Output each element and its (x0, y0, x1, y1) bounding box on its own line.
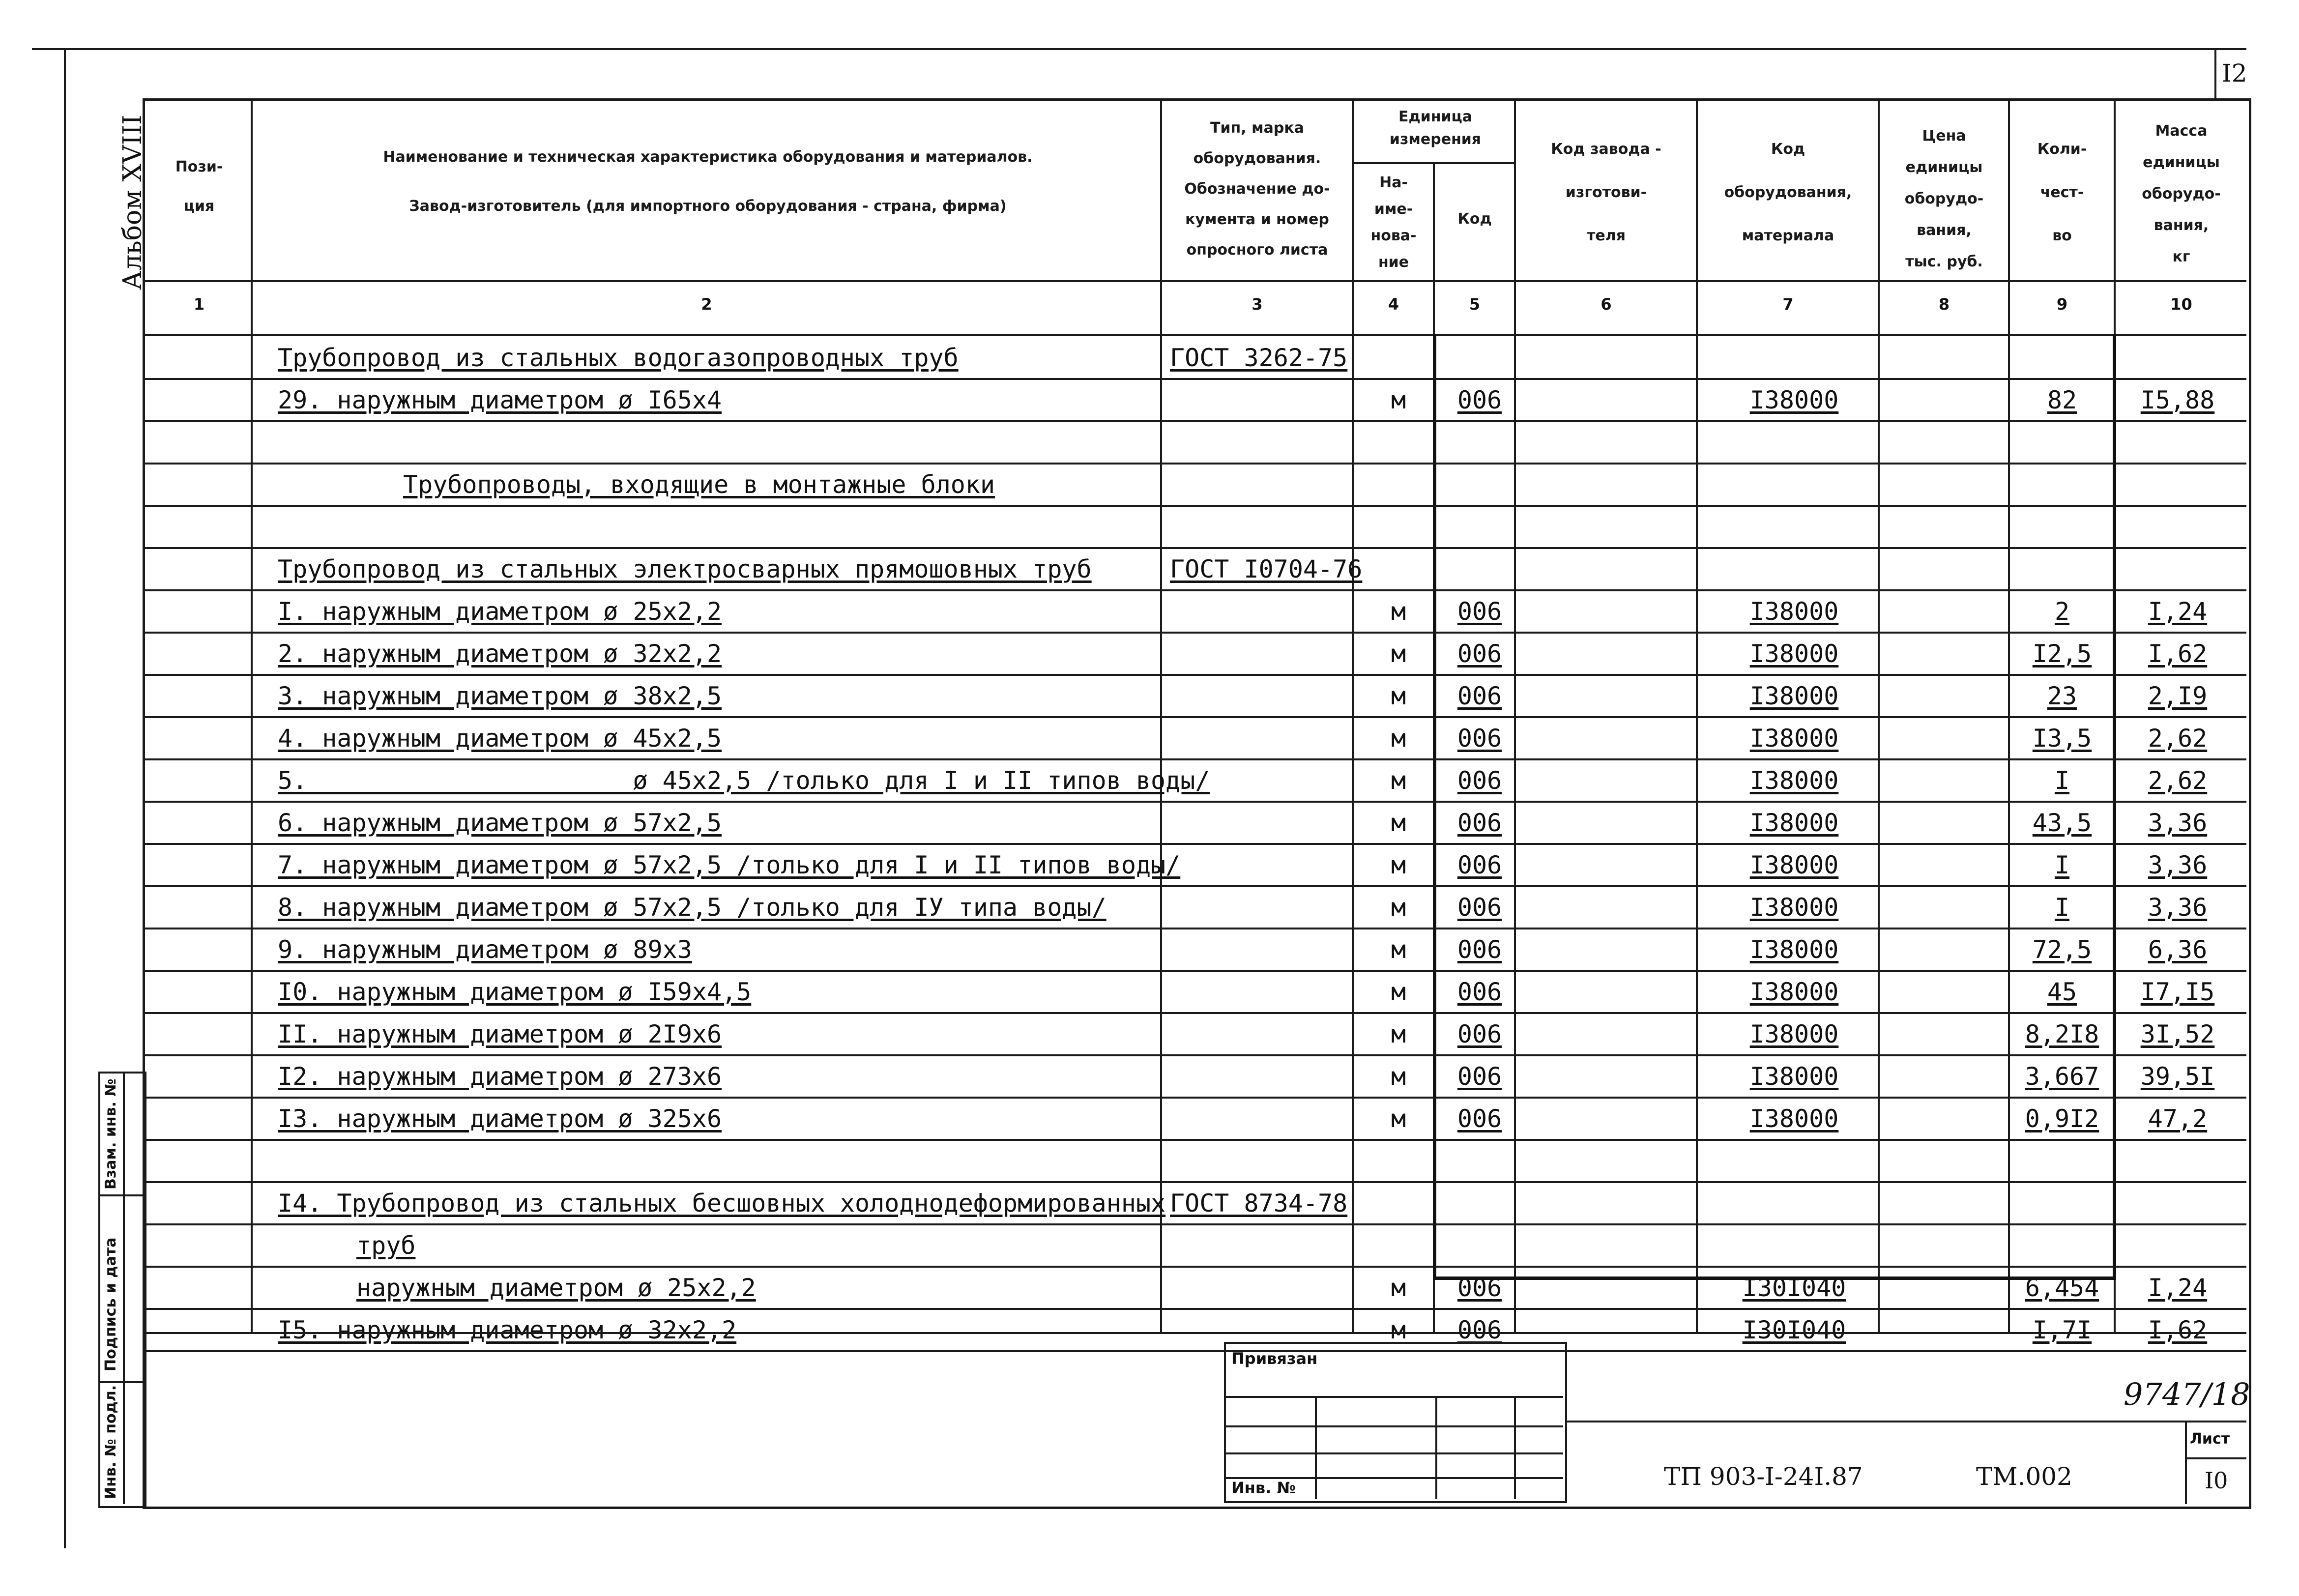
table-row (0, 633, 2299, 675)
table-row (0, 590, 2299, 633)
row-unit: м (1391, 639, 1406, 668)
row-mass: I,24 (2148, 1274, 2208, 1302)
row-code: 006 (1457, 597, 1502, 626)
hdr-factory-code-l3: теля (1587, 227, 1626, 244)
row-code: 006 (1457, 1274, 1502, 1302)
hdr-unit: Единица измерения (1389, 108, 1482, 148)
table-row (0, 886, 2299, 929)
col-number-2: 2 (701, 295, 712, 314)
row-unit: м (1391, 1020, 1406, 1048)
row-unit (1362, 337, 1435, 379)
row-unit (1362, 1140, 1435, 1182)
row-mass: 39,5I (2140, 1062, 2215, 1091)
hdr-material-code-l3: материала (1742, 227, 1834, 244)
row-material-code: I30I040 (1742, 1316, 1846, 1344)
hdr-quantity-l2: чест- (2040, 184, 2084, 201)
hdr-material-code-l1: Код (1771, 141, 1805, 158)
table-row (0, 759, 2299, 802)
hdr-quantity-l3: во (2052, 227, 2072, 244)
row-material-code (1706, 1140, 1883, 1182)
table-row (0, 1140, 2299, 1182)
table-row (0, 1013, 2299, 1055)
top-edge-line (32, 48, 2246, 50)
hdr-unit-name (1354, 170, 1433, 276)
table-row (0, 1182, 2299, 1224)
row-name: 4. наружным диаметром ø 45x2,5 (278, 724, 722, 753)
hdr-type (1163, 113, 1352, 265)
row-unit (1362, 548, 1435, 590)
row-name: Трубопровод из стальных водогазопроводных труб (278, 344, 959, 372)
row-material-code: I38000 (1749, 766, 1839, 795)
row-quantity: I (2054, 851, 2070, 879)
row-quantity: 0,9I2 (2025, 1104, 2099, 1133)
row-mass (2119, 1224, 2237, 1267)
row-doc: ГОСТ 3262-75 (1170, 344, 1348, 372)
row-quantity (2010, 421, 2114, 464)
row-name: 7. наружным диаметром ø 57x2,5 /только для I и II типов воды/ (278, 851, 1181, 879)
row-doc: ГОСТ 8734-78 (1170, 1189, 1348, 1218)
row-mass: I5,88 (2140, 386, 2215, 414)
row-name: I2. наружным диаметром ø 273x6 (278, 1062, 722, 1091)
hdr-type-l1: Тип, марка (1210, 119, 1304, 137)
corner-box-left (2214, 49, 2216, 98)
row-material-code: I38000 (1749, 809, 1839, 837)
row-mass: 47,2 (2148, 1104, 2208, 1133)
row-quantity: 43,5 (2032, 809, 2092, 837)
hdr-mass-l1: Масса (2155, 122, 2208, 140)
row-quantity: 45 (2047, 978, 2077, 1006)
hdr-name-l2: Завод-изготовитель (для импортного оборудования - страна, фирма) (409, 198, 1007, 215)
row-material-code: I38000 (1749, 682, 1839, 710)
hdr-price-l1: Цена (1922, 127, 1966, 145)
hdr-factory-code-l2: изготови- (1565, 184, 1647, 201)
row-code: 006 (1457, 766, 1502, 795)
side-inv-podl: Инв. № подл. (102, 1385, 119, 1499)
row-name: II. наружным диаметром ø 2I9x6 (278, 1020, 722, 1048)
sheet-cell-left (2185, 1421, 2187, 1504)
row-material-code (1706, 1182, 1883, 1224)
hdr-unit-name-l4: ние (1378, 254, 1409, 271)
privyazan-line-1 (1224, 1396, 1563, 1398)
row-material-code: I38000 (1749, 386, 1839, 414)
col-number-10: 10 (2170, 295, 2192, 314)
row-mass: 2,62 (2148, 724, 2208, 753)
row-code: 006 (1457, 386, 1502, 414)
row-unit (1362, 506, 1435, 548)
row-material-code: I38000 (1749, 893, 1839, 922)
row-unit: м (1391, 978, 1406, 1006)
row-material-code: I38000 (1749, 1020, 1839, 1048)
hdr-position (147, 147, 251, 226)
row-unit: м (1391, 851, 1406, 879)
table-row (0, 337, 2299, 379)
handwritten-number: 9747/18 (2124, 1376, 2250, 1412)
side-stamp-line-2 (98, 1381, 143, 1383)
row-material-code: I38000 (1749, 1062, 1839, 1091)
col-number-9: 9 (2056, 295, 2068, 314)
sheet-number: I0 (2205, 1467, 2228, 1494)
privyazan-vline-1 (1315, 1396, 1317, 1499)
sheet-label: Лист (2190, 1430, 2230, 1448)
table-row (0, 548, 2299, 590)
hdr-unit-code: Код (1457, 210, 1492, 228)
side-vzam-inv: Взам. инв. № (102, 1078, 119, 1190)
row-mass: 2,62 (2148, 766, 2208, 795)
col-number-7: 7 (1782, 295, 1794, 314)
row-mass: I,62 (2148, 639, 2208, 668)
hdr-quantity-l1: Коли- (2037, 141, 2087, 158)
row-mass: 3I,52 (2140, 1020, 2215, 1048)
row-code: 006 (1457, 1062, 1502, 1091)
row-code (1440, 548, 1519, 590)
row-mass: 6,36 (2148, 935, 2208, 964)
row-name: 5. ø 45x2,5 /только для I и II типов воды/ (278, 766, 1210, 795)
col-number-4: 4 (1388, 295, 1399, 314)
row-quantity: I2,5 (2032, 639, 2092, 668)
row-mass: 3,36 (2148, 851, 2208, 879)
hdr-mass-l2: единицы (2143, 154, 2220, 171)
privyazan-line-2 (1224, 1425, 1563, 1427)
row-code: 006 (1457, 1316, 1502, 1344)
row-mass (2119, 464, 2237, 506)
row-quantity (2010, 506, 2114, 548)
row-name: I5. наружным диаметром ø 32x2,2 (278, 1316, 737, 1344)
table-row (0, 506, 2299, 548)
row-quantity (2010, 464, 2114, 506)
row-mass (2119, 1182, 2237, 1224)
table-row (0, 421, 2299, 464)
privyazan-vline-2 (1435, 1396, 1437, 1499)
album-label: Альбом XVIII (118, 115, 147, 290)
row-mass: I7,I5 (2140, 978, 2215, 1006)
row-name: I3. наружным диаметром ø 325x6 (278, 1104, 722, 1133)
hdr-price-l3: оборудо- (1904, 190, 1984, 207)
row-quantity: 3,667 (2025, 1062, 2099, 1091)
row-material-code: I38000 (1749, 1104, 1839, 1133)
row-mass (2119, 1140, 2237, 1182)
row-name: Трубопроводы, входящие в монтажные блоки (403, 470, 995, 499)
table-row (0, 379, 2299, 421)
row-unit (1362, 421, 1435, 464)
row-quantity (2010, 1140, 2114, 1182)
row-doc: ГОСТ I0704-76 (1170, 555, 1363, 583)
hdr-unit-name-l3: нова- (1370, 227, 1417, 244)
hdr-position-l2: ция (183, 198, 215, 215)
row-name: 3. наружным диаметром ø 38x2,5 (278, 682, 722, 710)
row-mass: 3,36 (2148, 809, 2208, 837)
side-podpis: Подпись и дата (102, 1237, 119, 1371)
row-name: I. наружным диаметром ø 25x2,2 (278, 597, 722, 626)
row-quantity: I,7I (2032, 1316, 2092, 1344)
row-code: 006 (1457, 809, 1502, 837)
row-code: 006 (1457, 724, 1502, 753)
row-mass: 2,I9 (2148, 682, 2208, 710)
row-unit: м (1391, 766, 1406, 795)
row-name: I4. Трубопровод из стальных бесшовных холоднодеформированных (278, 1189, 1166, 1218)
row-name: 6. наружным диаметром ø 57x2,5 (278, 809, 722, 837)
row-material-code: I38000 (1749, 935, 1839, 964)
inv-no-label: Инв. № (1231, 1479, 1296, 1497)
row-material-code (1706, 421, 1883, 464)
row-unit: м (1391, 724, 1406, 753)
row-quantity: 6,454 (2025, 1274, 2099, 1302)
row-code (1440, 506, 1519, 548)
privyazan-line-3 (1224, 1452, 1563, 1454)
row-quantity: 72,5 (2032, 935, 2092, 964)
row-code (1440, 337, 1519, 379)
row-unit: м (1391, 1274, 1406, 1302)
row-code: 006 (1457, 639, 1502, 668)
hdr-factory-code-l1: Код завода - (1551, 141, 1661, 158)
table-row (0, 464, 2299, 506)
row-quantity: 23 (2047, 682, 2077, 710)
row-code: 006 (1457, 682, 1502, 710)
stamp-top-line (143, 1332, 2246, 1334)
hdr-type-l5: опросного листа (1186, 241, 1328, 259)
table-row (0, 1224, 2299, 1267)
row-quantity (2010, 548, 2114, 590)
col-number-5: 5 (1469, 295, 1481, 314)
row-quantity (2010, 337, 2114, 379)
table-row (0, 1098, 2299, 1140)
row-code: 006 (1457, 1104, 1502, 1133)
row-unit: м (1391, 1062, 1406, 1091)
hdr-mass-l5: кг (2172, 248, 2190, 265)
row-material-code (1706, 506, 1883, 548)
row-code (1440, 1182, 1519, 1224)
hdr-unit-name-l1: На- (1379, 174, 1408, 191)
hdr-material-code-l2: оборудования, (1724, 184, 1852, 201)
row-code: 006 (1457, 935, 1502, 964)
row-unit: м (1391, 682, 1406, 710)
hdr-unit-name-l2: име- (1374, 201, 1413, 218)
col-number-8: 8 (1938, 295, 1950, 314)
row-mass: I,24 (2148, 597, 2208, 626)
hdr-mass (2116, 116, 2246, 273)
row-unit: м (1391, 386, 1406, 414)
row-mass (2119, 421, 2237, 464)
row-quantity: 2 (2054, 597, 2070, 626)
row-code: 006 (1457, 893, 1502, 922)
row-unit: м (1391, 809, 1406, 837)
row-unit (1362, 1182, 1435, 1224)
row-name: I0. наружным диаметром ø I59x4,5 (278, 978, 752, 1006)
row-code (1440, 1140, 1519, 1182)
header-bottom-line (143, 280, 2246, 282)
row-unit: м (1391, 1104, 1406, 1133)
row-code: 006 (1457, 1020, 1502, 1048)
row-unit: м (1391, 893, 1406, 922)
row-mass (2119, 506, 2237, 548)
row-unit (1362, 464, 1435, 506)
row-quantity: 82 (2047, 386, 2077, 414)
row-material-code (1706, 1224, 1883, 1267)
row-code: 006 (1457, 851, 1502, 879)
hdr-material-code (1698, 128, 1878, 258)
hdr-type-l3: Обозначение до- (1184, 180, 1330, 198)
row-code: 006 (1457, 978, 1502, 1006)
row-mass (2119, 548, 2237, 590)
document-code: ТМ.002 (1976, 1462, 2072, 1491)
hdr-factory-code (1516, 128, 1696, 258)
row-quantity (2010, 1224, 2114, 1267)
number-row-bottom-line (143, 334, 2246, 336)
table-row (0, 971, 2299, 1013)
hdr-mass-l4: вания, (2153, 217, 2209, 234)
hdr-price-l4: вания, (1917, 222, 1972, 239)
row-mass: 3,36 (2148, 893, 2208, 922)
row-mass: I,62 (2148, 1316, 2208, 1344)
row-name: 8. наружным диаметром ø 57x2,5 /только для IУ типа воды/ (278, 893, 1106, 922)
document-number: ТП 903-I-24I.87 (1664, 1462, 1863, 1491)
row-name: 29. наружным диаметром ø I65x4 (278, 386, 722, 414)
row-code (1440, 421, 1519, 464)
row-quantity (2010, 1182, 2114, 1224)
row-name: 2. наружным диаметром ø 32x2,2 (278, 639, 722, 668)
table-row (0, 929, 2299, 971)
row-quantity: I (2054, 766, 2070, 795)
privyazan-label: Привязан (1231, 1349, 1318, 1368)
row-name: труб (356, 1231, 416, 1260)
row-name: Трубопровод из стальных электросварных прямошовных труб (278, 555, 1092, 583)
row-unit: м (1391, 935, 1406, 964)
table-row (0, 1267, 2299, 1309)
row-code (1440, 464, 1519, 506)
col-number-3: 3 (1251, 295, 1263, 314)
hdr-mass-l3: оборудо- (2142, 185, 2221, 203)
table-row (0, 1309, 2299, 1351)
hdr-name-l1: Наименование и техническая характеристика оборудования и материалов. (383, 148, 1033, 166)
row-material-code (1706, 548, 1883, 590)
hdr-price-l5: тыс. руб. (1905, 253, 1983, 270)
privyazan-vline-3 (1514, 1396, 1516, 1499)
hdr-type-l2: оборудования. (1193, 150, 1321, 167)
row-material-code: I38000 (1749, 851, 1839, 879)
row-material-code: I38000 (1749, 724, 1839, 753)
sheet-cell-split (2185, 1457, 2246, 1459)
hdr-name (256, 133, 1160, 231)
table-row (0, 844, 2299, 886)
table-row (0, 1055, 2299, 1098)
side-stamp-split (123, 1072, 125, 1504)
row-name: наружным диаметром ø 25x2,2 (356, 1274, 756, 1302)
hdr-price-l2: единицы (1905, 159, 1983, 176)
sheet-corner-number: I2 (2222, 59, 2247, 87)
col-number-1: 1 (193, 295, 205, 314)
table-row (0, 717, 2299, 759)
row-material-code (1706, 464, 1883, 506)
row-material-code: I30I040 (1742, 1274, 1846, 1302)
table-row (0, 675, 2299, 717)
hdr-type-l4: кумента и номер (1185, 211, 1329, 228)
row-quantity: 8,2I8 (2025, 1020, 2099, 1048)
col-number-6: 6 (1601, 295, 1612, 314)
row-material-code: I38000 (1749, 639, 1839, 668)
row-quantity: I (2054, 893, 2070, 922)
row-mass (2119, 337, 2237, 379)
row-material-code (1706, 337, 1883, 379)
row-unit: м (1391, 597, 1406, 626)
hdr-quantity (2010, 128, 2114, 258)
table-row (0, 802, 2299, 844)
title-block-line (1565, 1421, 2246, 1422)
row-quantity: I3,5 (2032, 724, 2092, 753)
side-stamp-line-1 (98, 1194, 143, 1196)
hdr-position-l1: Пози- (175, 158, 223, 175)
row-unit: м (1391, 1316, 1406, 1344)
row-unit (1362, 1224, 1435, 1267)
hdr-price (1880, 120, 2008, 278)
row-code (1440, 1224, 1519, 1267)
row-name: 9. наружным диаметром ø 89x3 (278, 935, 692, 964)
row-material-code: I38000 (1749, 978, 1839, 1006)
row-material-code: I38000 (1749, 597, 1839, 626)
